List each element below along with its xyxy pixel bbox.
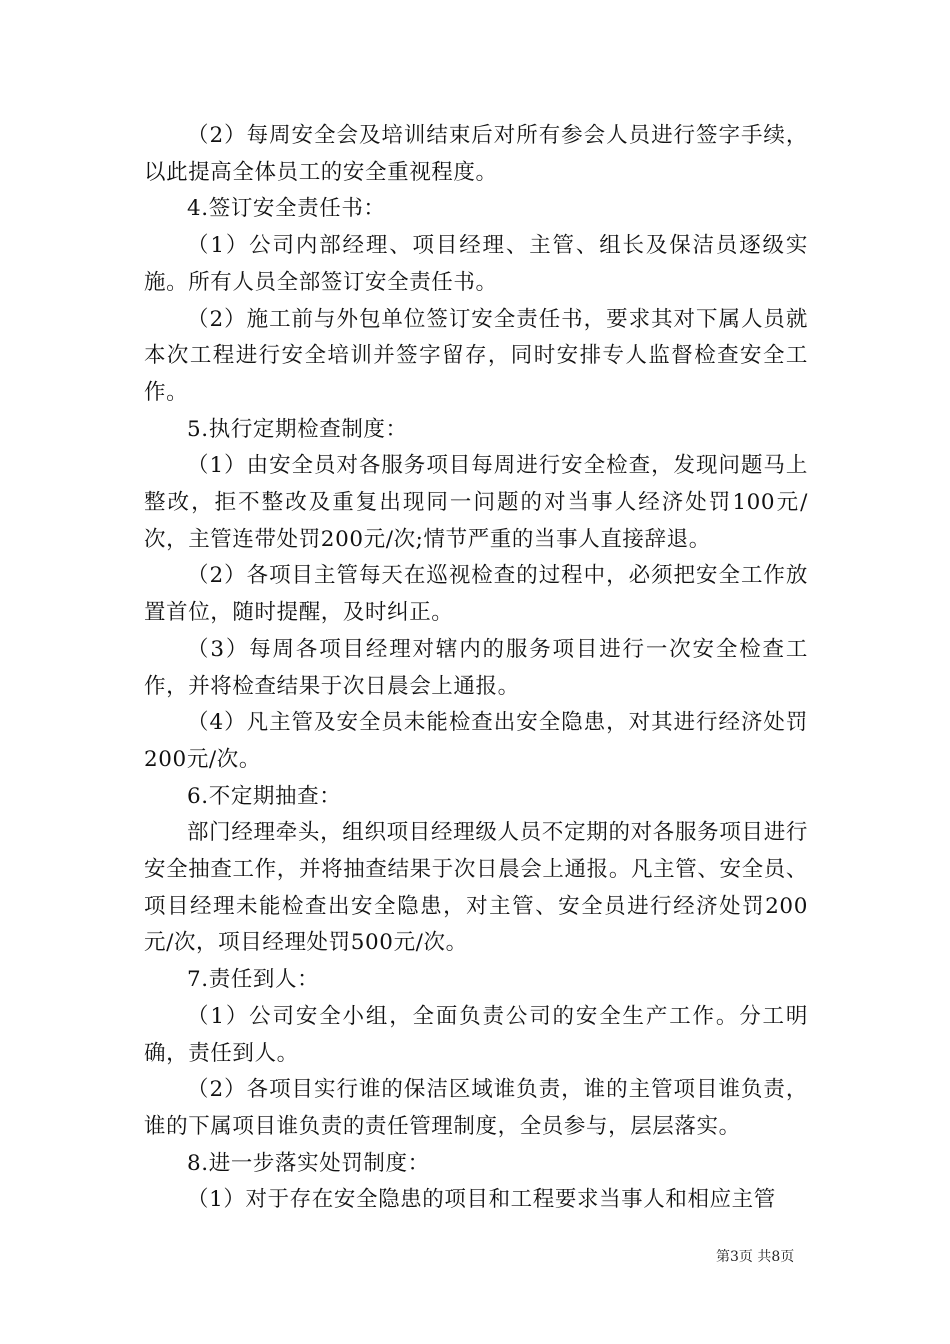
paragraph-8-1-hazard-projects: （1）对于存在安全隐患的项目和工程要求当事人和相应主管 (187, 1187, 776, 1213)
paragraph-6-spot-check-body: 部门经理牵头，组织项目经理级人员不定期的对各服务项目进行安全抽查工作，并将抽查结果于次日晨会上通报。凡主管、安全员、项目经理未能检查出安全隐患，对主管、安全员进行经济处罚200元/次，项目经理处罚500元/次。 (144, 820, 808, 956)
paragraph-5-4-penalty: （4）凡主管及安全员未能检查出安全隐患，对其进行经济处罚200元/次。 (144, 710, 808, 772)
paragraph-7-1-safety-group: （1）公司安全小组，全面负责公司的安全生产工作。分工明确，责任到人。 (144, 1003, 808, 1066)
paragraph-5-2-daily-patrol: （2）各项目主管每天在巡视检查的过程中，必须把安全工作放置首位，随时提醒，及时纠正。 (144, 563, 808, 626)
heading-6-spot-check: 6.不定期抽查： (187, 783, 342, 809)
heading-5-regular-inspection: 5.执行定期检查制度： (187, 416, 408, 442)
paragraph-7-2-accountability: （2）各项目实行谁的保洁区域谁负责，谁的主管项目谁负责，谁的下属项目谁负责的责任管理制度，全员参与，层层落实。 (144, 1077, 808, 1139)
paragraph-4-2-outsource-signing: （2）施工前与外包单位签订安全责任书，要求其对下属人员就本次工程进行安全培训并签字留存，同时安排专人监督检查安全工作。 (144, 306, 808, 405)
paragraph-4-1-internal-signing: （1）公司内部经理、项目经理、主管、组长及保洁员逐级实施。所有人员全部签订安全责任书。 (144, 233, 808, 295)
paragraph-5-3-manager-check: （3）每周各项目经理对辖内的服务项目进行一次安全检查工作，并将检查结果于次日晨会上通报。 (144, 636, 808, 699)
page-number-footer: 第3页 共8页 (716, 1249, 795, 1265)
heading-7-responsibility: 7.责任到人： (187, 967, 320, 993)
heading-8-penalty-system: 8.进一步落实处罚制度： (187, 1150, 430, 1176)
document-body (144, 118, 808, 1219)
paragraph-5-1-weekly-check: （1）由安全员对各服务项目每周进行安全检查，发现问题马上整改，拒不整改及重复出现同一问题的对当事人经济处罚100元/次，主管连带处罚200元/次;情节严重的当事人直接辞退。 (144, 453, 808, 552)
heading-4-safety-responsibility: 4.签订安全责任书： (187, 196, 386, 222)
paragraph-2-attendance-sign: （2）每周安全会及培训结束后对所有参会人员进行签字手续，以此提高全体员工的安全重视程度。 (144, 123, 808, 185)
